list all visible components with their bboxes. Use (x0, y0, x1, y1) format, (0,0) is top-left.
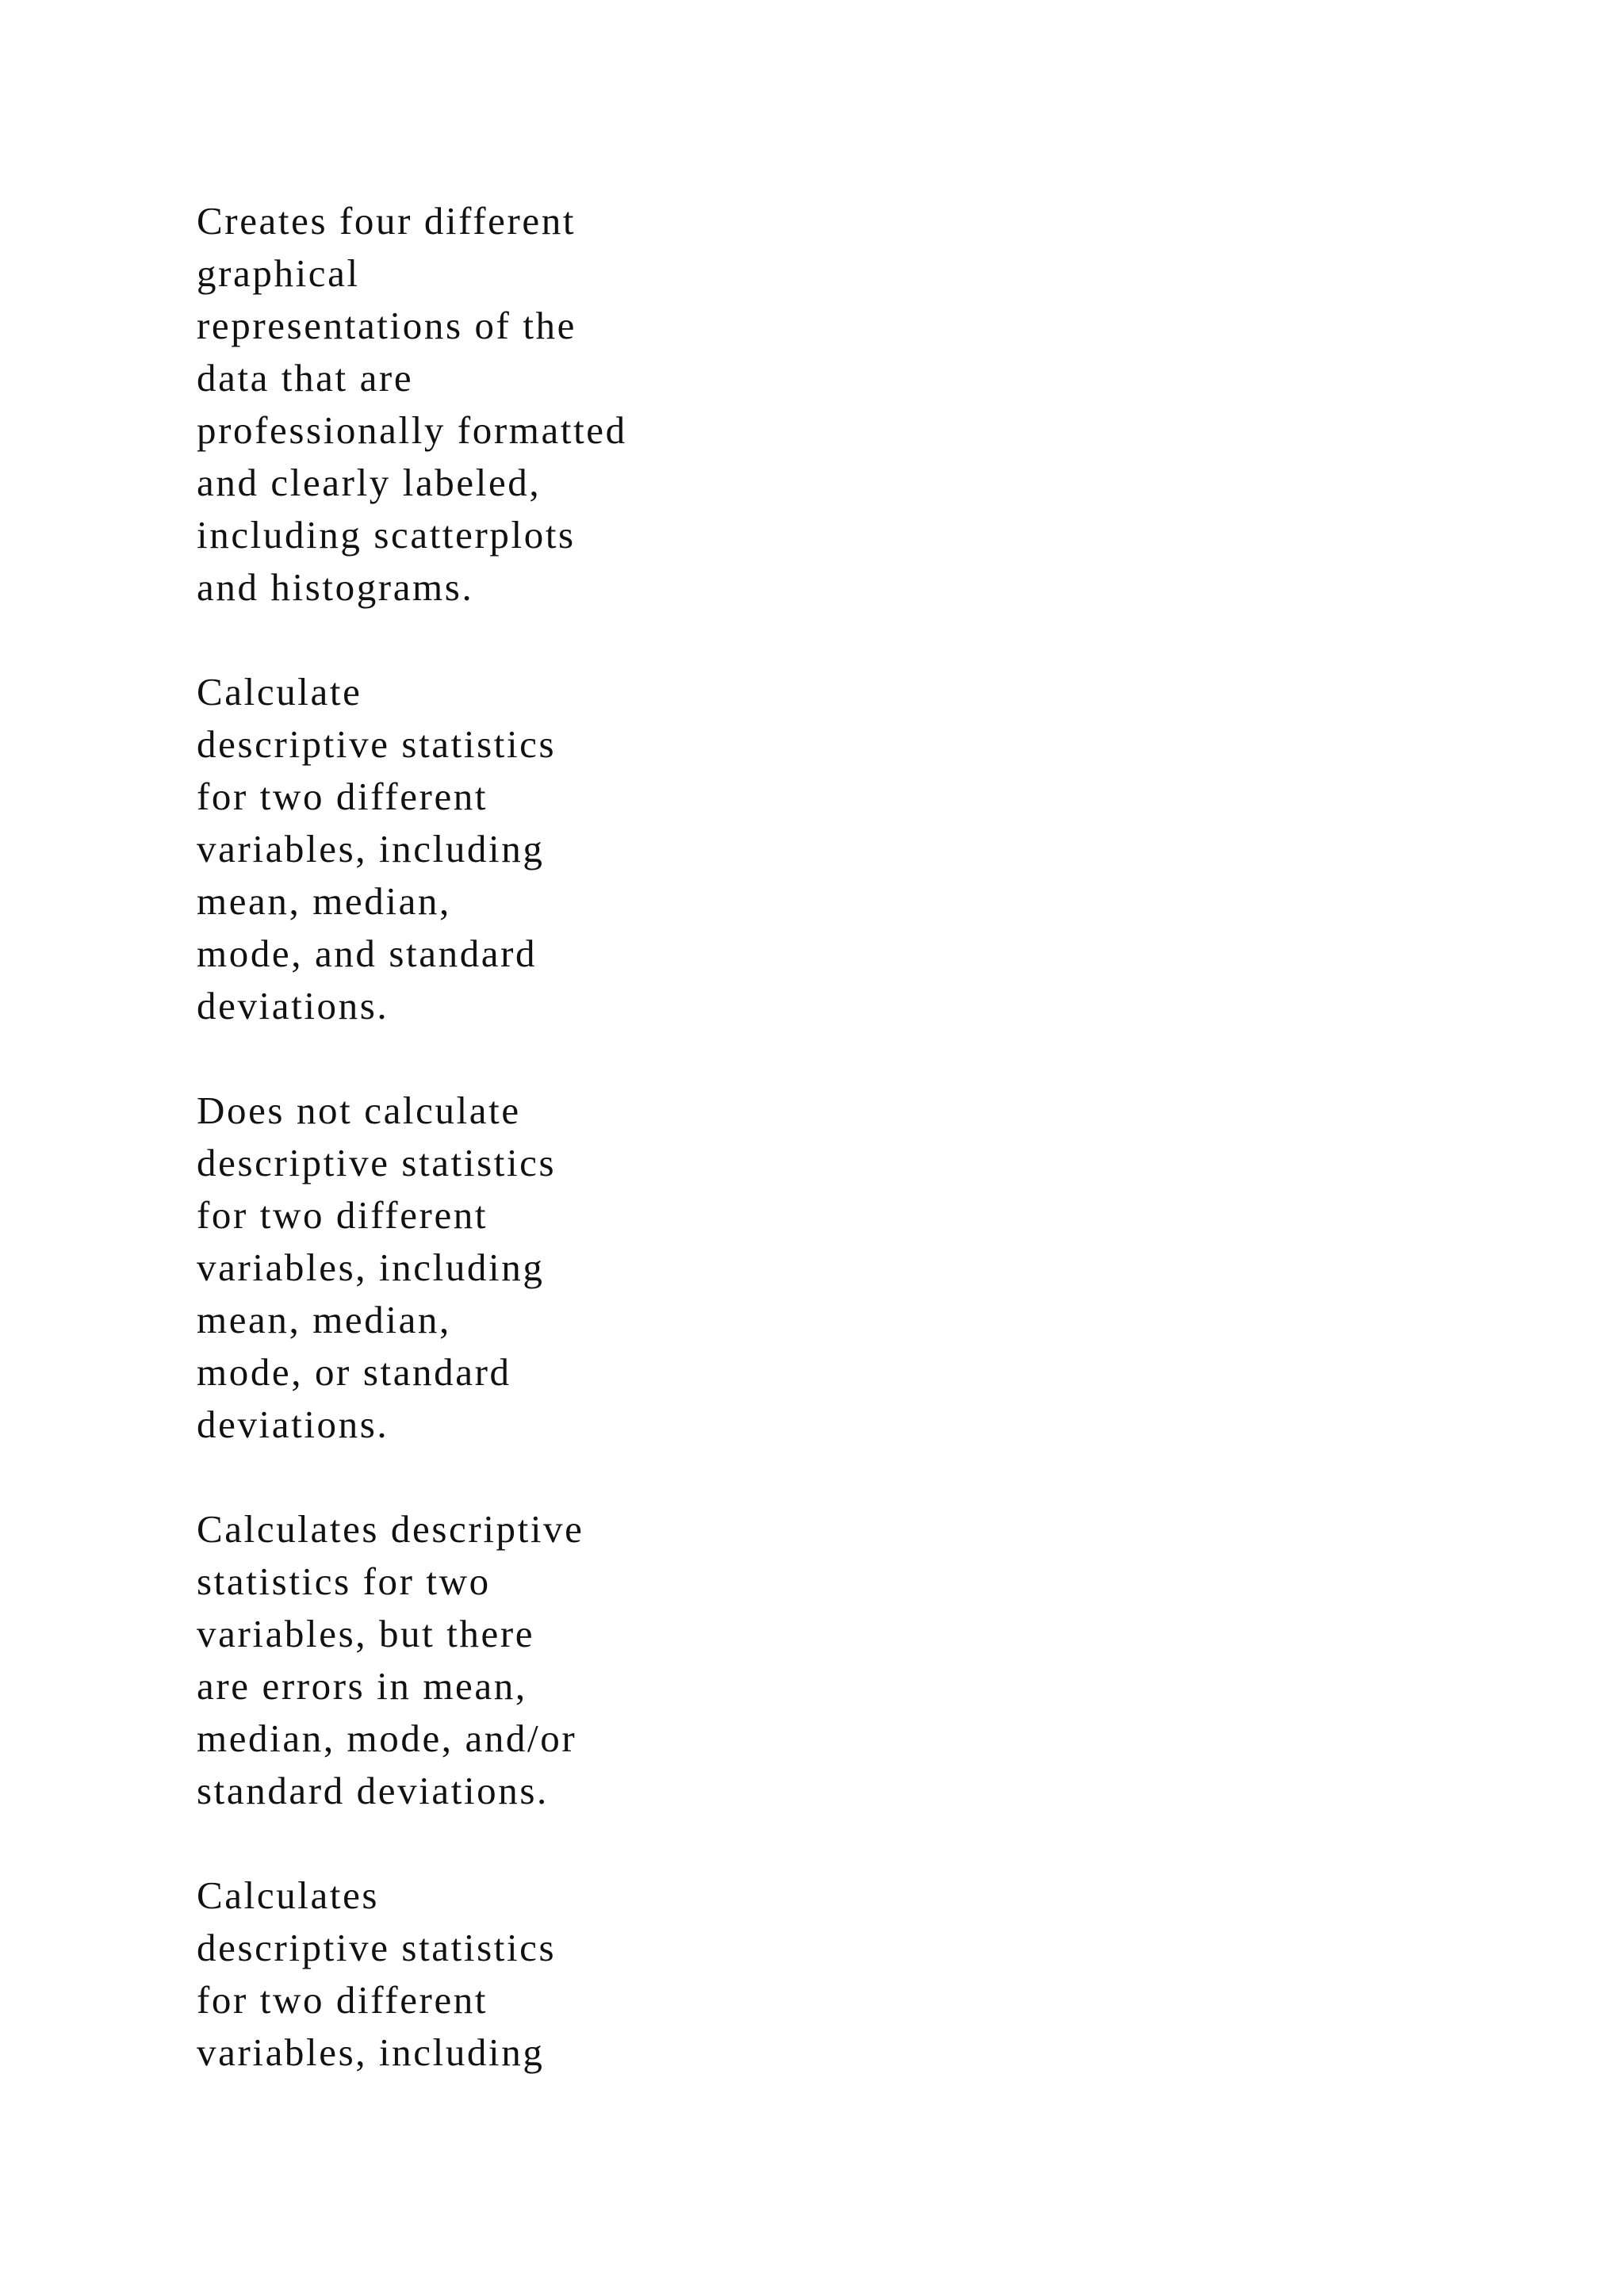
text-line: mode, or standard (197, 1350, 511, 1394)
paragraph-calculates-with-errors (197, 1503, 1148, 1817)
paragraph-calculate-descriptive-statistics (197, 666, 1148, 1032)
text-line: are errors in mean, (197, 1664, 527, 1708)
text-line: graphical (197, 251, 360, 295)
text-line: statistics for two (197, 1559, 491, 1603)
text-line: deviations. (197, 1402, 389, 1446)
text-line: professionally formatted (197, 408, 627, 452)
text-line: Calculates (197, 1873, 380, 1917)
text-line: Calculates descriptive (197, 1507, 584, 1551)
text-line: including scatterplots (197, 513, 576, 557)
text-line: mean, median, (197, 1298, 451, 1341)
text-line: descriptive statistics (197, 1926, 557, 1969)
text-line: mode, and standard (197, 932, 538, 975)
text-line: deviations. (197, 984, 389, 1027)
text-line: variables, but there (197, 1612, 535, 1655)
text-line: variables, including (197, 1246, 545, 1289)
document-body (197, 195, 1148, 2131)
text-line: variables, including (197, 827, 545, 871)
paragraph-does-not-calculate (197, 1085, 1148, 1451)
text-line: variables, including (197, 2030, 545, 2074)
text-line: Calculate (197, 670, 362, 714)
paragraph-calculates-descriptive-statistics (197, 1869, 1148, 2079)
paragraph-graphical-representations (197, 195, 1148, 614)
text-line: standard deviations. (197, 1769, 549, 1812)
text-line: representations of the (197, 304, 576, 347)
text-line: data that are (197, 356, 414, 400)
text-line: for two different (197, 1978, 488, 2022)
text-line: and histograms. (197, 565, 474, 609)
text-line: and clearly labeled, (197, 461, 542, 504)
text-line: Does not calculate (197, 1089, 521, 1132)
text-line: median, mode, and/or (197, 1716, 577, 1760)
text-line: descriptive statistics (197, 722, 557, 766)
text-line: mean, median, (197, 879, 451, 923)
text-line: descriptive statistics (197, 1141, 557, 1184)
text-line: Creates four different (197, 199, 576, 243)
text-line: for two different (197, 1193, 488, 1237)
text-line: for two different (197, 775, 488, 818)
